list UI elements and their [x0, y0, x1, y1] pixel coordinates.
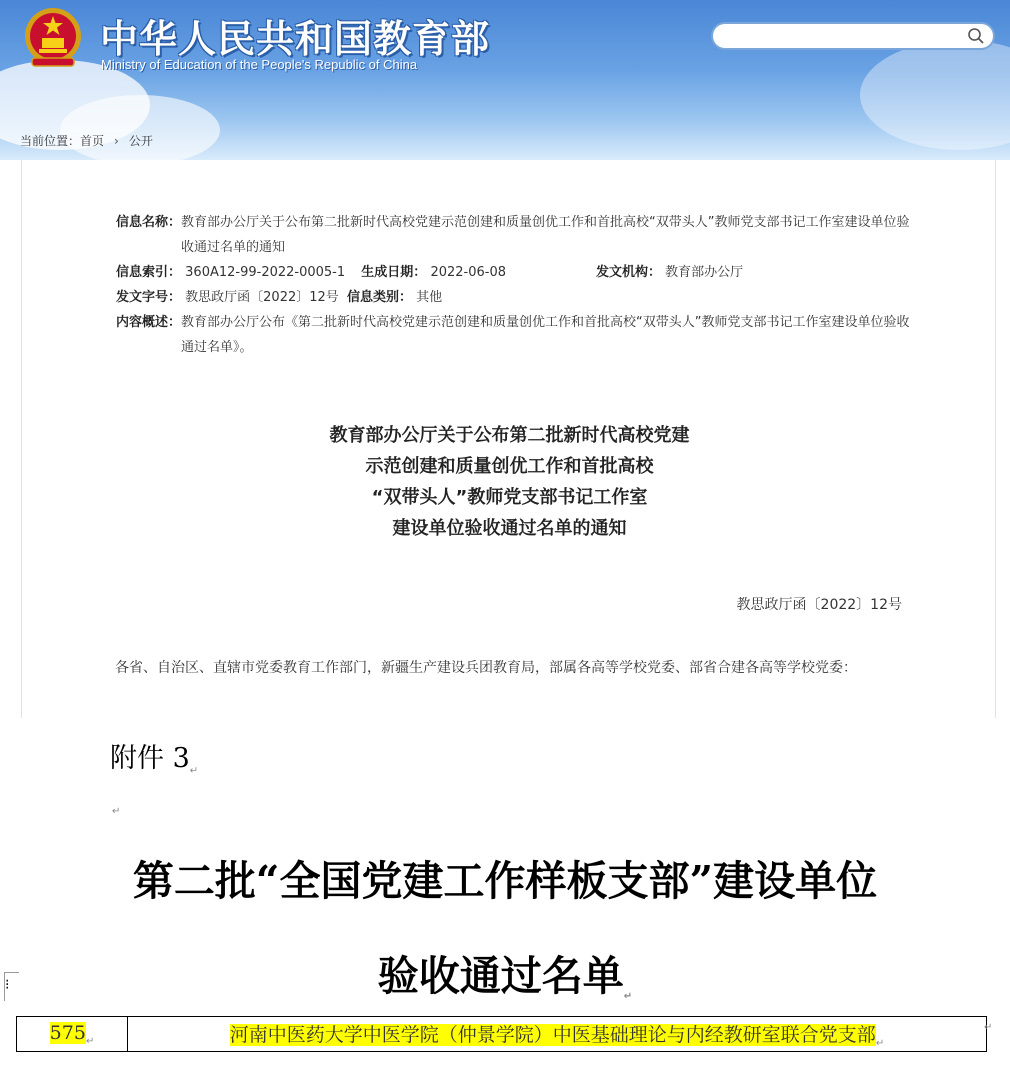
cloud-decoration [860, 40, 1010, 150]
site-subtitle: Ministry of Education of the People's Republic of China [101, 57, 418, 72]
meta-index-value: 360A12-99-2022-0005-1 [185, 265, 346, 280]
paragraph-mark: ↵ [112, 806, 121, 817]
attachment-label [110, 736, 198, 776]
document-title-line: 建设单位验收通过名单的通知 [392, 518, 627, 539]
breadcrumb-home-link[interactable]: 首页 [80, 134, 105, 148]
attachment-label-text: 附件 3 [110, 743, 190, 774]
document-title-line: 教育部办公厅关于公布第二批新时代高校党建 [329, 425, 690, 446]
document-title [22, 420, 997, 544]
paragraph-mark: ↵ [875, 1037, 885, 1049]
breadcrumb [20, 132, 153, 149]
table-row [17, 1017, 987, 1052]
attachment-title: 第二批“全国党建工作样板支部”建设单位 [132, 857, 878, 905]
row-end-mark: ↵ [984, 1022, 993, 1033]
name-list-table [16, 1016, 987, 1052]
meta-org-label: 发文机构： [596, 265, 662, 280]
national-emblem-icon[interactable] [22, 6, 84, 70]
attachment-title-line2-text: 验收通过名单 [377, 952, 624, 1000]
table-move-handle[interactable]: ⁝ [4, 972, 19, 1001]
meta-row-docno [116, 285, 916, 310]
meta-row-index [116, 260, 916, 285]
table-cell-name [128, 1017, 987, 1052]
attachment-title-line2 [0, 943, 1010, 1002]
meta-name-value: 教育部办公厅关于公布第二批新时代高校党建示范创建和质量创优工作和首批高校“双带头人”教师党支部书记工作室建设单位验收通过名单的通知 [181, 215, 910, 255]
row-unit-name: 河南中医药大学中医学院（仲景学院）中医基础理论与内经教研室联合党支部 [229, 1023, 876, 1046]
table-cell-number [17, 1017, 128, 1052]
meta-date-value: 2022-06-08 [430, 265, 507, 280]
meta-docno-label: 发文字号： [116, 290, 182, 305]
meta-name-label: 信息名称： [116, 215, 182, 230]
breadcrumb-prefix: 当前位置： [20, 134, 81, 148]
meta-category-value: 其他 [416, 290, 443, 305]
paragraph-mark: ↵ [85, 1035, 95, 1047]
paragraph-mark: ↵ [189, 765, 199, 777]
search-icon[interactable] [967, 27, 985, 45]
document-number: 教思政厅函〔2022〕12号 [736, 597, 902, 613]
info-metadata [116, 210, 916, 360]
breadcrumb-current-link[interactable]: 公开 [128, 134, 153, 148]
meta-summary-value: 教育部办公厅公布《第二批新时代高校党建示范创建和质量创优工作和首批高校“双带头人”教师党支部书记工作室建设单位验收通过名单》。 [181, 315, 910, 355]
attachment-image [0, 718, 1010, 1070]
document-salutation: 各省、自治区、直辖市党委教育工作部门，新疆生产建设兵团教育局，部属各高等学校党委、部省合建各高等学校党委： [115, 660, 857, 676]
site-title[interactable]: 中华人民共和国教育部 [100, 17, 491, 61]
meta-index-label: 信息索引： [116, 265, 182, 280]
meta-date-label: 生成日期： [361, 265, 427, 280]
meta-row-name [116, 210, 916, 260]
meta-docno-value: 教思政厅函〔2022〕12号 [185, 290, 339, 305]
content-panel [21, 160, 996, 718]
meta-row-summary [116, 310, 916, 360]
document-title-line: “双带头人”教师党支部书记工作室 [371, 487, 648, 508]
meta-category-label: 信息类别： [346, 290, 412, 305]
meta-org-value: 教育部办公厅 [665, 265, 744, 280]
header-banner [0, 0, 1010, 160]
breadcrumb-separator: › [114, 134, 119, 148]
row-number: 575 [49, 1021, 86, 1044]
search-input[interactable] [725, 24, 969, 50]
search-box [711, 22, 995, 50]
document-title-line: 示范创建和质量创优工作和首批高校 [365, 456, 654, 477]
paragraph-mark: ↵ [623, 991, 633, 1003]
meta-summary-label: 内容概述： [116, 315, 182, 330]
cloud-decoration [60, 95, 220, 160]
